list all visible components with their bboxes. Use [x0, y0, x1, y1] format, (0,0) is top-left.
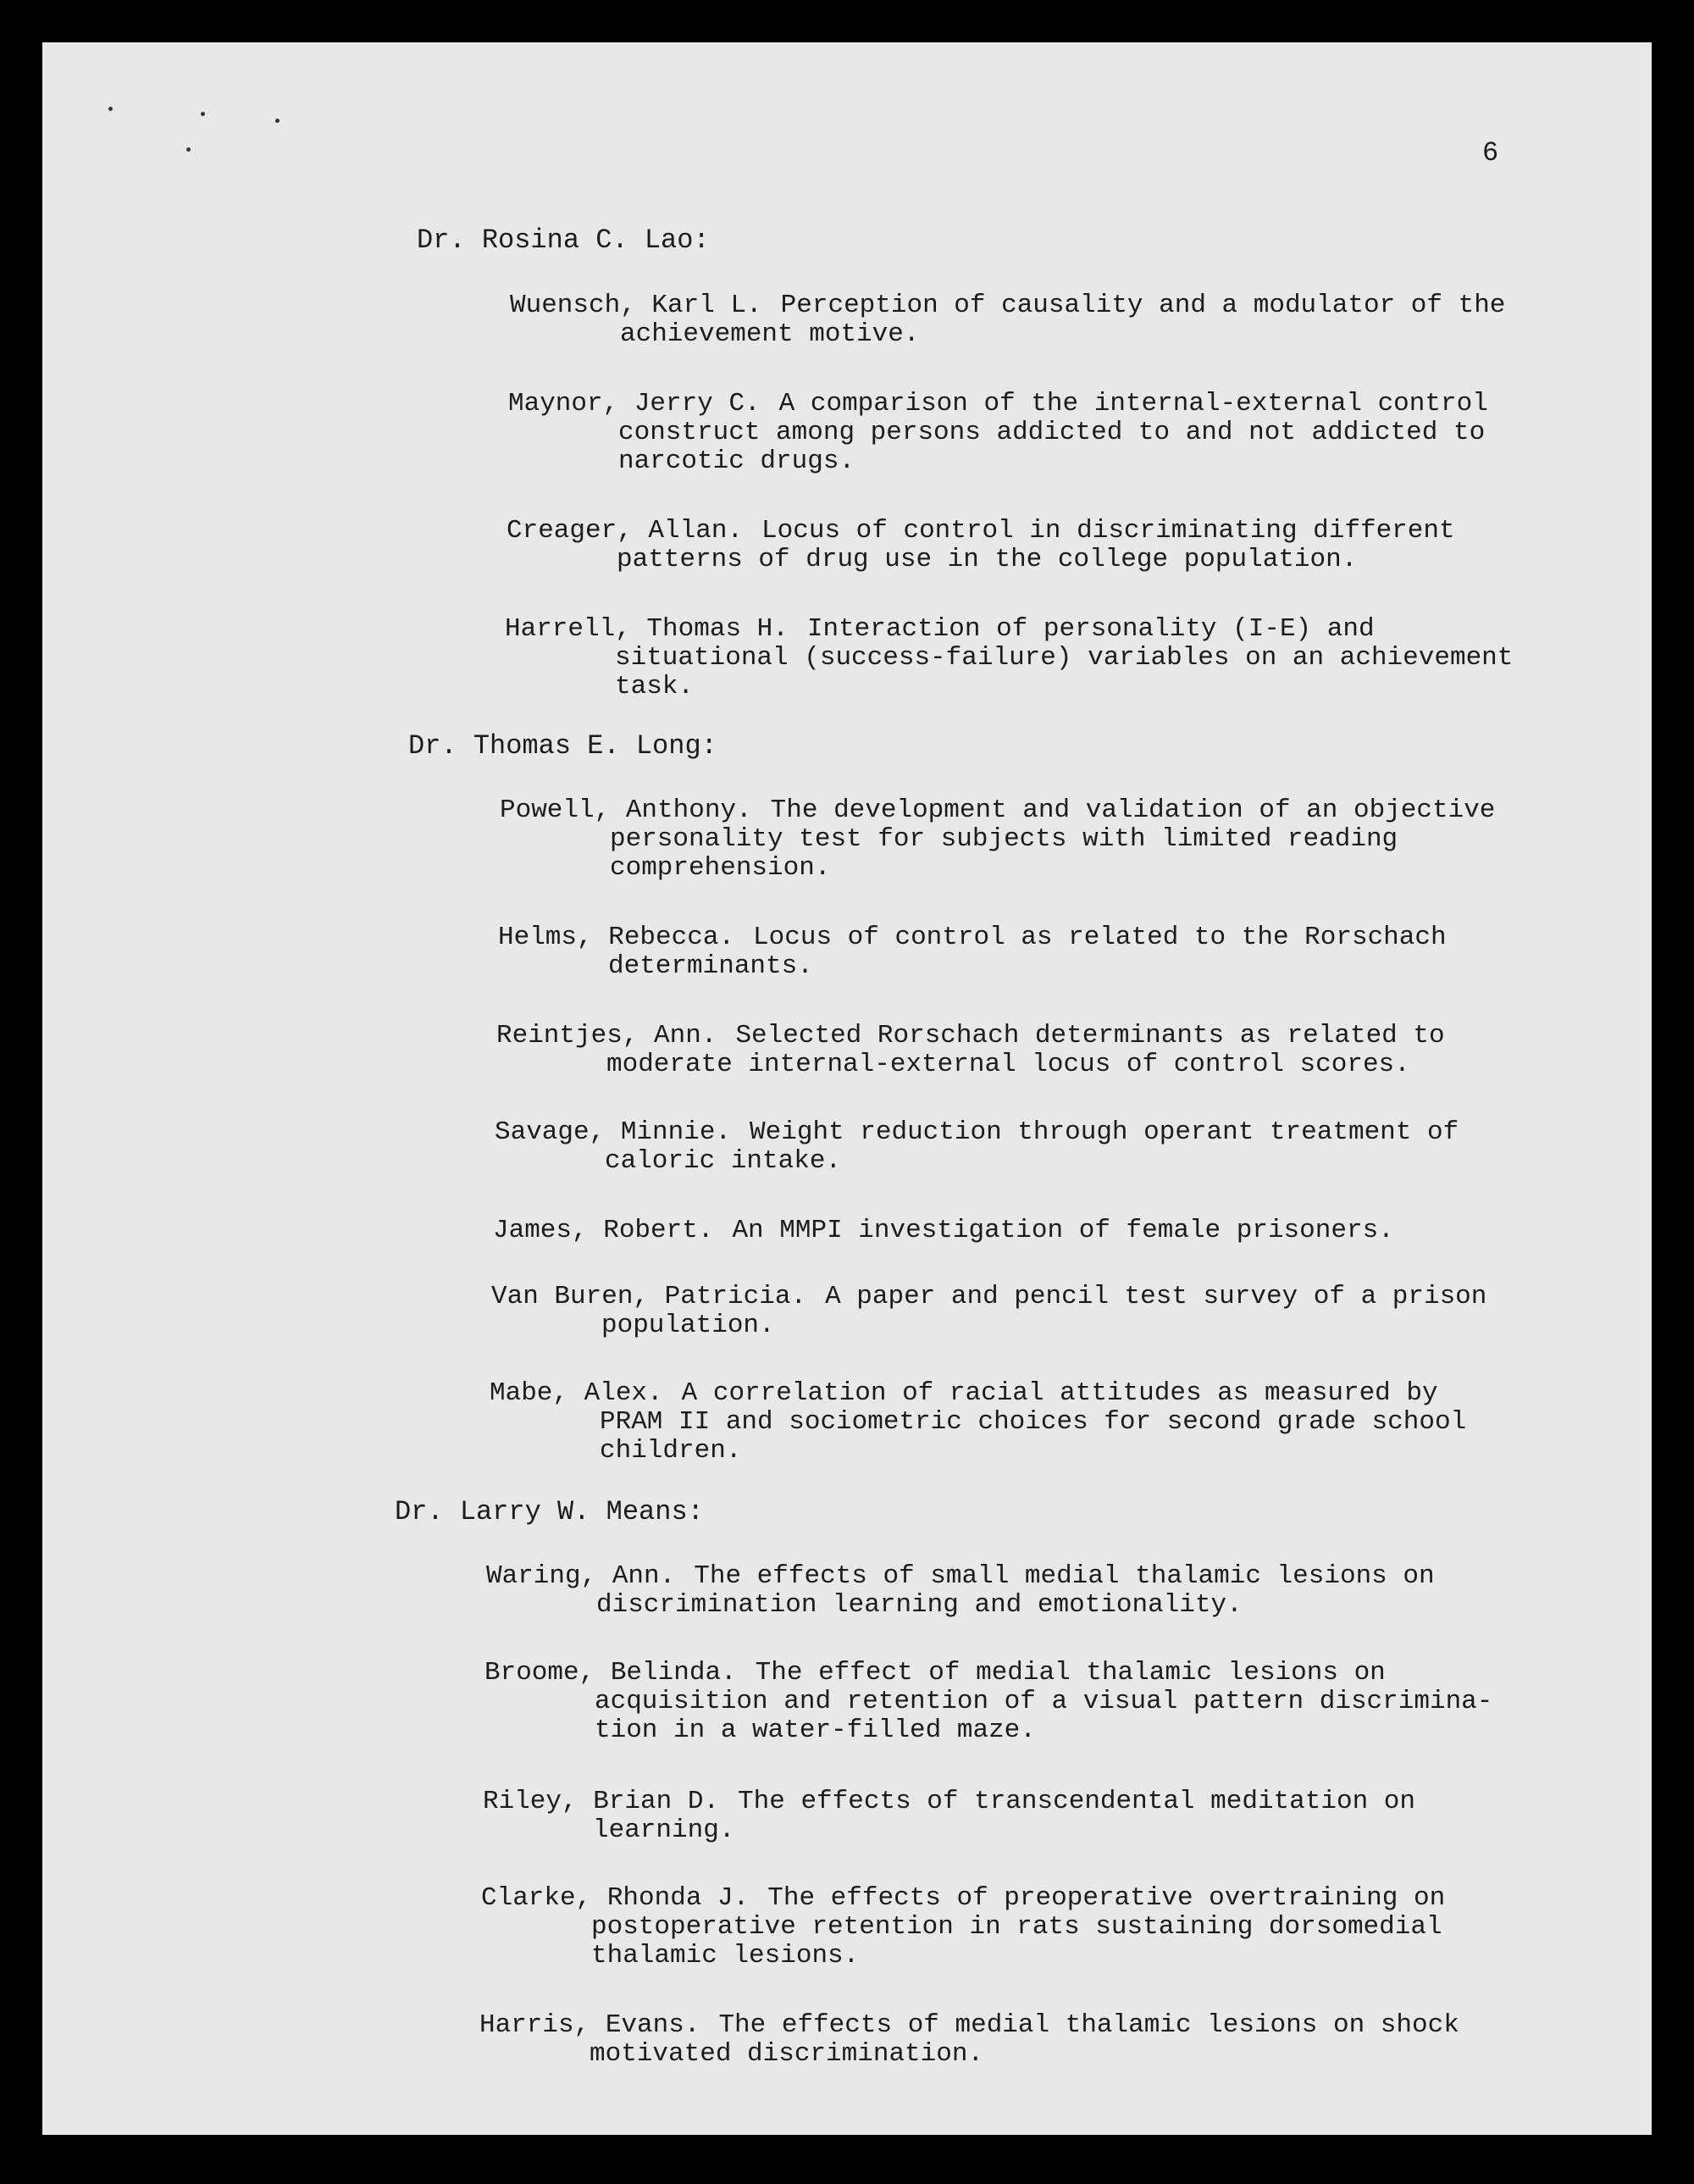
thesis-entry: [500, 796, 1601, 883]
title-continuation: achievement motive.: [620, 319, 920, 349]
author-name: Creager, Allan.: [507, 516, 744, 546]
thesis-entry: [483, 1788, 1584, 1845]
thesis-entry: [507, 517, 1608, 574]
author-name: Reintjes, Ann.: [496, 1021, 717, 1050]
scan-speck: [275, 119, 280, 123]
author-name: James, Robert.: [493, 1216, 714, 1245]
thesis-title: Locus of control in discriminating different: [761, 516, 1455, 546]
author-name: Broome, Belinda.: [484, 1658, 737, 1688]
title-continuation: children.: [600, 1436, 742, 1466]
thesis-title: Interaction of personality (I-E) and: [806, 614, 1375, 644]
author-name: Powell, Anthony.: [500, 795, 752, 825]
title-continuation: acquisition and retention of a visual pattern discrimina-: [595, 1687, 1493, 1716]
thesis-entry: [493, 1217, 1594, 1245]
thesis-title: The effects of preoperative overtraining on: [767, 1883, 1446, 1913]
thesis-title: Locus of control as related to the Rorschach: [753, 923, 1447, 952]
thesis-entry: [510, 291, 1611, 349]
thesis-entry: [486, 1562, 1587, 1620]
title-continuation: population.: [601, 1311, 775, 1340]
title-continuation: task.: [615, 672, 695, 701]
author-name: Mabe, Alex.: [490, 1378, 663, 1408]
author-name: Van Buren, Patricia.: [491, 1282, 807, 1311]
title-continuation: motivated discrimination.: [590, 2039, 984, 2069]
thesis-entry: [495, 1118, 1596, 1176]
thesis-title: An MMPI investigation of female prisoners.: [732, 1216, 1394, 1245]
thesis-title: The effects of small medial thalamic lesions on: [694, 1561, 1435, 1591]
title-continuation: discrimination learning and emotionality.: [596, 1590, 1243, 1620]
thesis-entry: [481, 1884, 1582, 1971]
thesis-entry: [490, 1379, 1591, 1466]
thesis-entry: [491, 1283, 1592, 1340]
thesis-title: Perception of causality and a modulator of the: [780, 291, 1506, 320]
advisor-heading: Dr. Thomas E. Long:: [408, 730, 717, 762]
thesis-title: The effects of transcendental meditation on: [738, 1787, 1415, 1816]
author-name: Wuensch, Karl L.: [510, 291, 762, 320]
title-continuation: tion in a water-filled maze.: [595, 1716, 1036, 1745]
author-name: Maynor, Jerry C.: [508, 389, 761, 419]
title-continuation: postoperative retention in rats sustaining dorsomedial: [591, 1912, 1442, 1942]
title-continuation: personality test for subjects with limited reading: [610, 824, 1398, 854]
scan-speck: [186, 147, 191, 152]
document-page: [42, 42, 1652, 2135]
author-name: Riley, Brian D.: [483, 1787, 720, 1816]
title-continuation: narcotic drugs.: [618, 446, 855, 476]
thesis-entry: [508, 390, 1609, 476]
advisor-heading: Dr. Larry W. Means:: [395, 1496, 704, 1527]
title-continuation: situational (success-failure) variables on an achievement: [615, 643, 1514, 673]
author-name: Helms, Rebecca.: [498, 923, 735, 952]
thesis-title: The effects of medial thalamic lesions on shock: [718, 2010, 1459, 2040]
title-continuation: caloric intake.: [605, 1146, 842, 1176]
author-name: Harrell, Thomas H.: [505, 614, 789, 644]
page-number: 6: [1482, 137, 1499, 169]
thesis-title: A paper and pencil test survey of a prison: [825, 1282, 1487, 1311]
title-continuation: thalamic lesions.: [591, 1941, 860, 1971]
title-continuation: moderate internal-external locus of control scores.: [606, 1050, 1410, 1079]
thesis-entry: [479, 2011, 1581, 2069]
author-name: Harris, Evans.: [479, 2010, 700, 2040]
thesis-title: The effect of medial thalamic lesions on: [755, 1658, 1386, 1688]
thesis-title: A comparison of the internal-external control: [778, 389, 1488, 419]
thesis-entry: [498, 923, 1599, 981]
title-continuation: learning.: [593, 1815, 735, 1845]
thesis-title: Selected Rorschach determinants as related to: [735, 1021, 1445, 1050]
title-continuation: comprehension.: [610, 853, 831, 883]
author-name: Waring, Ann.: [486, 1561, 676, 1591]
thesis-entry: [496, 1022, 1597, 1079]
title-continuation: patterns of drug use in the college population.: [617, 545, 1358, 574]
scan-speck: [108, 107, 113, 111]
author-name: Clarke, Rhonda J.: [481, 1883, 750, 1913]
title-continuation: PRAM II and sociometric choices for second grade school: [600, 1407, 1467, 1437]
thesis-entry: [484, 1659, 1586, 1745]
title-continuation: construct among persons addicted to and not addicted to: [618, 418, 1486, 447]
thesis-entry: [505, 615, 1606, 701]
thesis-title: The development and validation of an objective: [770, 795, 1496, 825]
thesis-title: A correlation of racial attitudes as measured by: [681, 1378, 1438, 1408]
thesis-title: Weight reduction through operant treatment of: [750, 1117, 1459, 1147]
title-continuation: determinants.: [608, 951, 813, 981]
scan-speck: [201, 112, 205, 116]
author-name: Savage, Minnie.: [495, 1117, 732, 1147]
advisor-heading: Dr. Rosina C. Lao:: [417, 224, 710, 256]
